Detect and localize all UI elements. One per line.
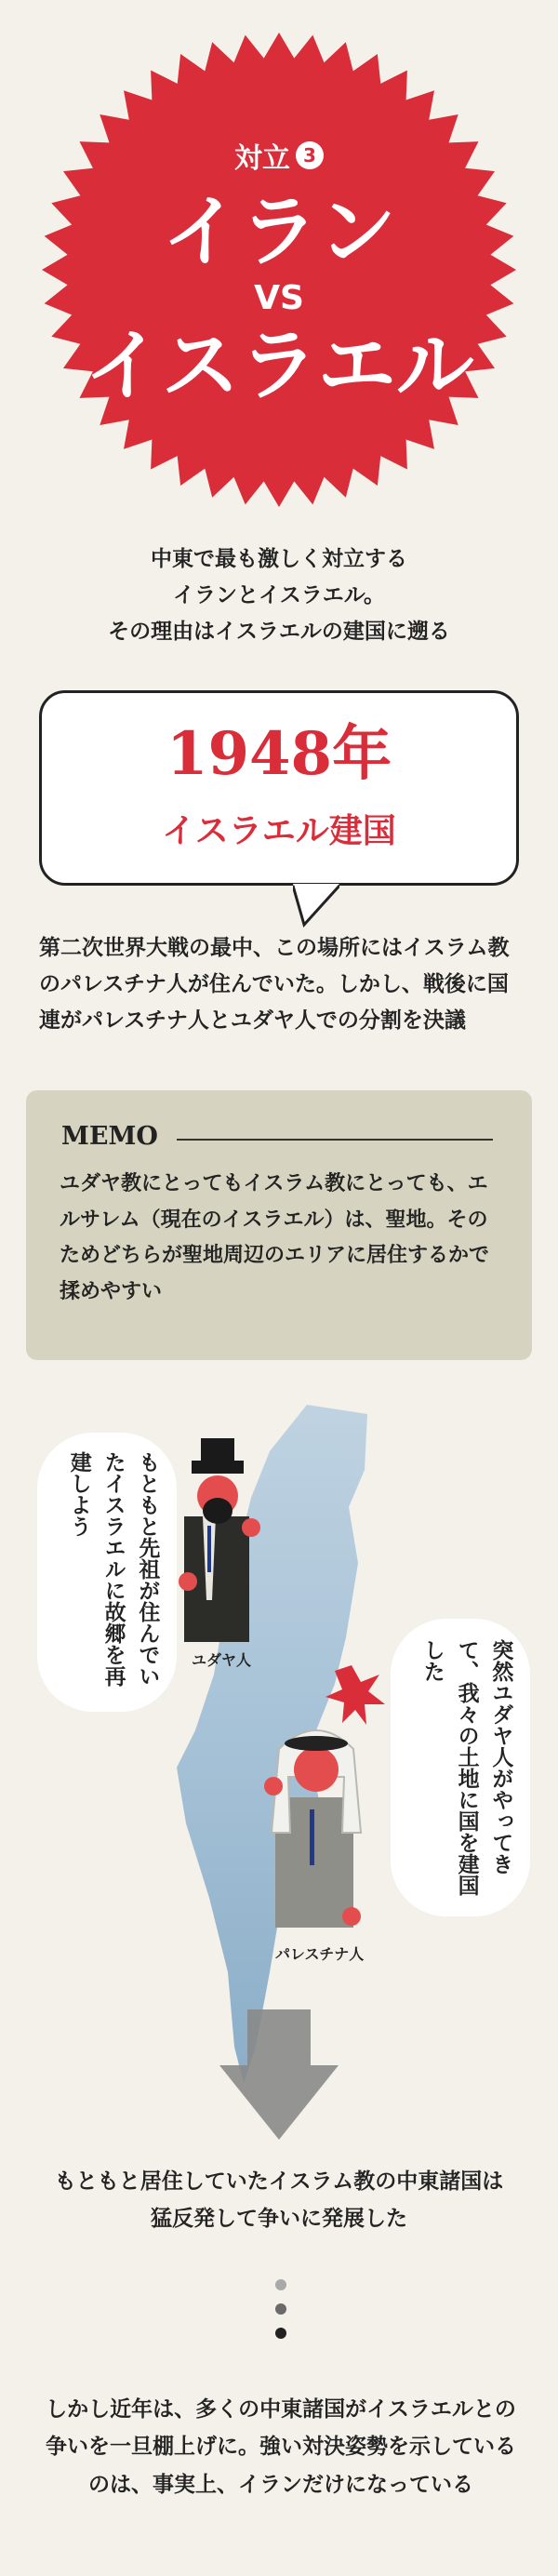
badge-title-line1: イラン <box>161 186 396 278</box>
badge-label-text: 対立 <box>234 142 290 176</box>
ellipsis-dots <box>275 2279 286 2352</box>
conflict-paragraph <box>0 2163 558 2238</box>
dot-icon <box>275 2303 286 2315</box>
badge-number: 3 <box>296 141 324 169</box>
jewish-man-figure <box>179 1438 260 1642</box>
title-badge <box>37 28 521 512</box>
jewish-speech-text: もともと先祖が住んでいたイスラエルに故郷を再建しよう <box>66 1451 160 1687</box>
badge-label <box>234 135 324 176</box>
palestinian-man-figure <box>264 1730 361 1928</box>
dot-icon <box>275 2328 286 2339</box>
memo-body: ユダヤ教にとってもイスラム教にとっても、エルサレム（現在のイスラエル）は、聖地。そのためどちらが聖地周辺のエリアに居住するかで揉めやすい <box>60 1172 490 1303</box>
badge-text <box>37 28 521 512</box>
event-label: イスラエル建国 <box>162 812 396 850</box>
callout-tail <box>293 884 339 928</box>
event-callout <box>39 690 519 886</box>
recent-paragraph: しかし近年は、多くの中東諸国がイスラエルとの争いを一旦棚上げに。強い対決姿勢を示しているのは、事実上、イランだけになっている <box>46 2397 516 2497</box>
intro-text <box>0 541 558 650</box>
badge-title-line2: イスラエル <box>84 319 474 411</box>
palestinian-caption: パレスチナ人 <box>275 1945 365 1963</box>
intro-line2: イランとイスラエル。 <box>173 583 385 608</box>
jewish-caption: ユダヤ人 <box>192 1651 252 1669</box>
down-arrow-icon <box>219 2009 339 2140</box>
conflict-line2: 猛反発して争いに発展した <box>151 2207 407 2232</box>
event-year: 1948年 <box>166 719 392 789</box>
conflict-line1: もともと居住していたイスラム教の中東諸国は <box>54 2169 504 2194</box>
memo-divider <box>177 1139 493 1141</box>
history-paragraph: 第二次世界大戦の最中、この場所にはイスラム教のパレスチナ人が住んでいた。しかし、戦後に国連がパレスチナ人とユダヤ人での分割を決議 <box>39 936 510 1034</box>
intro-line3: その理由はイスラエルの建国に遡る <box>108 620 450 645</box>
palestinian-speech-text: 突然ユダヤ人がやってきて、我々の土地に国を建国した <box>419 1639 513 1896</box>
badge-vs: VS <box>254 279 304 318</box>
israel-map-illustration <box>0 1395 558 2102</box>
memo-box <box>26 1090 532 1360</box>
dot-icon <box>275 2279 286 2290</box>
memo-heading: MEMO <box>61 1122 158 1151</box>
intro-line1: 中東で最も激しく対立する <box>151 547 407 571</box>
